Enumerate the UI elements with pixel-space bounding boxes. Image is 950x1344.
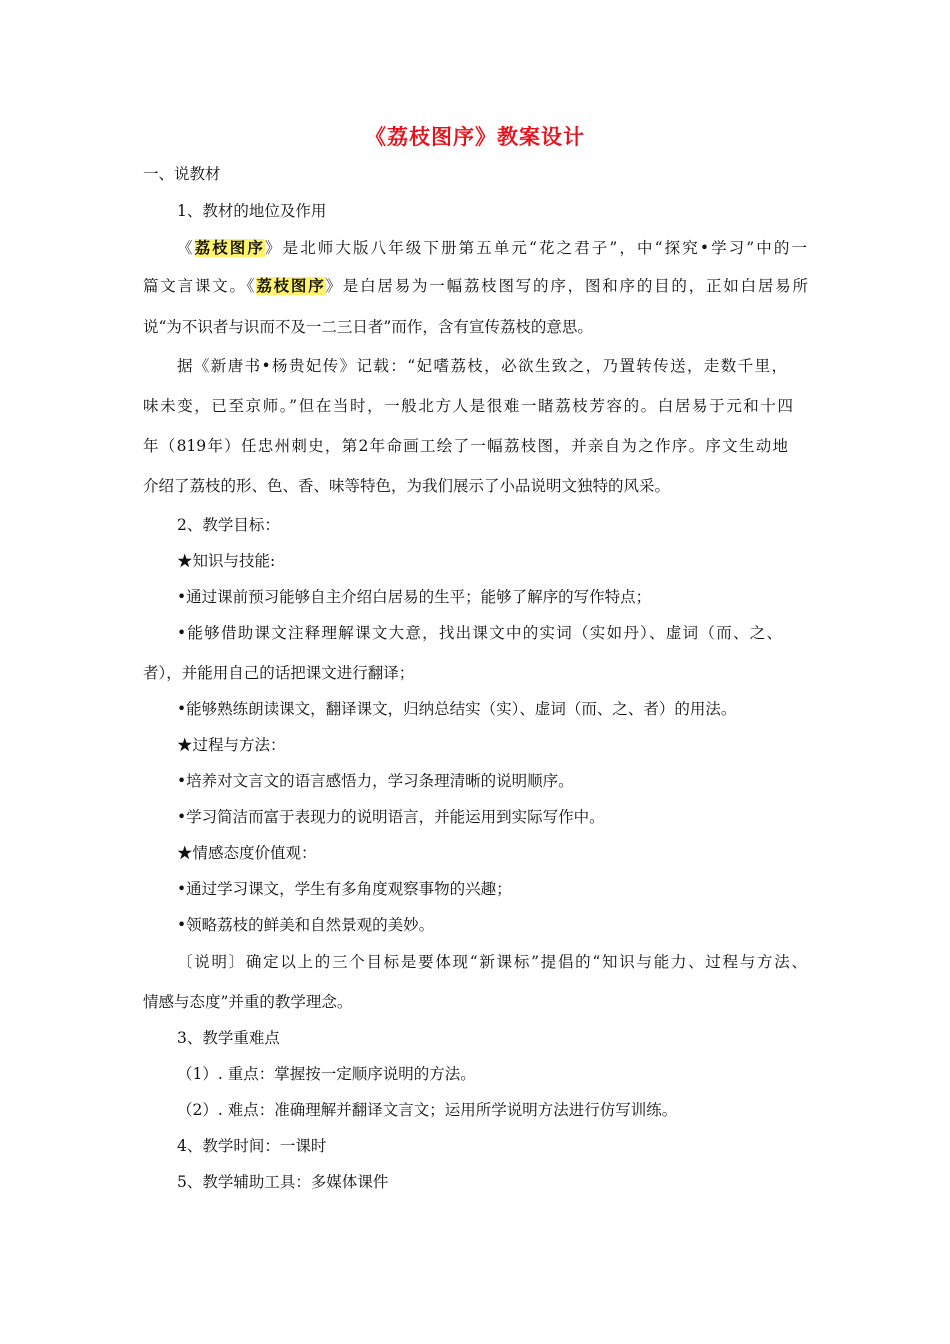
- note-line: 情感与态度”并重的教学理念。: [143, 993, 353, 1011]
- goal-heading: ★情感态度价值观：: [177, 844, 317, 862]
- subheading: 4、教学时间：一课时: [177, 1137, 327, 1155]
- key-point: （2）. 难点：准确理解并翻译文言文；运用所学说明方法进行仿写训练。: [177, 1101, 678, 1119]
- goal-item: •通过课前预习能够自主介绍白居易的生平；能够了解序的写作特点；: [177, 588, 652, 606]
- subheading: 3、教学重难点: [177, 1029, 280, 1047]
- highlight: 荔枝图序: [256, 277, 326, 295]
- note-line: 〔说明〕确定以上的三个目标是要体现“新课标”提倡的“知识与能力、过程与方法、: [177, 953, 807, 971]
- goal-item: •领略荔枝的鲜美和自然景观的美妙。: [177, 916, 435, 934]
- paragraph-line: 《荔枝图序》是北师大版八年级下册第五单元“花之君子”，中“探究•学习”中的一: [177, 239, 807, 257]
- section-heading: 一、说教材: [143, 165, 221, 183]
- key-point: （1）. 重点：掌握按一定顺序说明的方法。: [177, 1065, 476, 1083]
- goal-item: •通过学习课文，学生有多角度观察事物的兴趣；: [177, 880, 512, 898]
- goal-item: 者），并能用自己的话把课文进行翻译；: [143, 664, 415, 682]
- subheading: 2、教学目标：: [177, 516, 280, 534]
- goal-heading: ★过程与方法：: [177, 736, 286, 754]
- paragraph-line: 据《新唐书•杨贵妃传》记载：“妃嗜荔枝，必欲生致之，乃置转传送，走数千里，: [177, 357, 787, 375]
- paragraph-line: 说“为不识者与识而不及一二三日者”而作，含有宣传荔枝的意思。: [143, 318, 593, 336]
- paragraph-line: 味未变，已至京师。”但在当时，一般北方人是很难一睹荔枝芳容的。白居易于元和十四: [143, 397, 793, 415]
- document-title: 《荔枝图序》教案设计: [365, 125, 585, 149]
- goal-item: •能够借助课文注释理解课文大意，找出课文中的实词（实如丹）、虚词（而、之、: [177, 624, 782, 642]
- subheading: 5、教学辅助工具：多媒体课件: [177, 1173, 389, 1191]
- paragraph-line: 篇文言课文。《荔枝图序》是白居易为一幅荔枝图写的序，图和序的目的，正如白居易所: [143, 277, 808, 295]
- goal-heading: ★知识与技能:: [177, 552, 276, 570]
- goal-item: •学习简洁而富于表现力的说明语言，并能运用到实际写作中。: [177, 808, 605, 826]
- highlight: 荔枝图序: [194, 239, 266, 257]
- goal-item: •培养对文言文的语言感悟力，学习条理清晰的说明顺序。: [177, 772, 574, 790]
- subheading: 1、教材的地位及作用: [177, 202, 327, 220]
- goal-item: •能够熟练朗读课文，翻译课文，归纳总结实（实）、虚词（而、之、者）的用法。: [177, 700, 737, 718]
- paragraph-line: 年（819年）任忠州刺史，第2年命画工绘了一幅荔枝图，并亲自为之作序。序文生动地: [143, 437, 788, 455]
- paragraph-line: 介绍了荔枝的形、色、香、味等特色，为我们展示了小品说明文独特的风采。: [143, 477, 671, 495]
